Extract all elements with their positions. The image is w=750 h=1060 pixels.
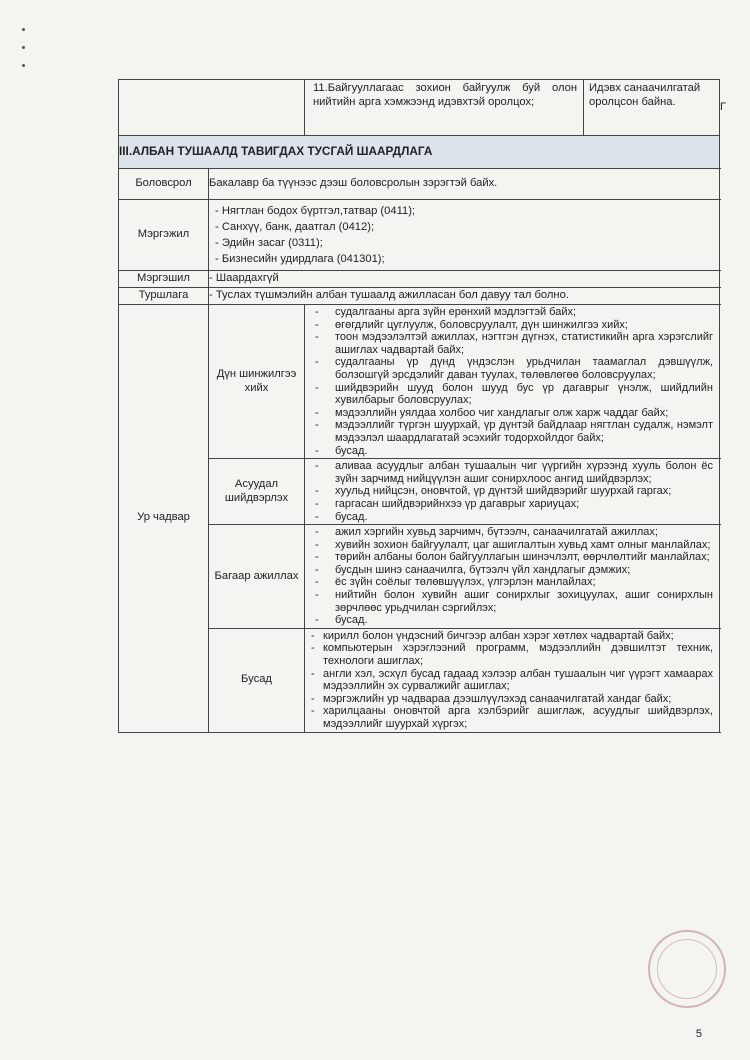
competency-item: - судалгааны үр дүнд үндэслэн урьдчилан таамаглал дэвшүүлж, болзошгүй эрсдэлийг даван туулах, төлөвлөгөө боловсруулах; [309,356,713,381]
competency-item: - тоон мэдээлэлтэй ажиллах, нэгтгэн дүгнэх, статистикийн арга хэрэгслийг ашиглах чадвартай байх; [309,331,713,356]
competency-group-name: Бусад [209,628,305,732]
profession-item: - Санхүү, банк, даатгал (0412); [215,221,375,233]
competency-group-items [305,628,720,732]
profession-item: - Бизнесийн удирдлага (041301); [215,253,385,265]
competency-item: - мэдээллийг түргэн шуурхай, үр дүнтэй байдлаар нягтлан судалж, нэмэлт мэдээлэл шаардлагатай эсэхийг тодорхойлдог байх; [309,419,713,444]
education-row [119,169,720,200]
competency-item: - өгөгдлийг цуглуулж, боловсруулалт, дүн шинжилгээ хийх; [309,319,713,332]
competency-label: Ур чадвар [119,305,209,733]
competency-item: - ёс зүйн соёлыг төлөвшүүлэх, үлгэрлэн манлайлах; [309,576,713,589]
competency-item: - бусад. [309,511,713,524]
competency-group-row [119,525,720,629]
competency-group-items [305,459,720,525]
competency-item: - хуульд нийцсэн, оновчтой, үр дүнтэй шийдвэрийг шуурхай гаргах; [309,485,713,498]
scan-marks [22,28,25,82]
profession-list [209,200,720,271]
experience-row [119,288,720,305]
competency-item: - нийтийн болон хувийн ашиг сонирхлыг зохицуулах, ашиг сонирхлын зөрчлөөс урьдчилан сэргийлэх; [309,589,713,614]
competency-item: - хувийн зохион байгуулалт, цаг ашиглалтын хувьд хамт олныг манлайлах; [309,539,713,552]
competency-group-name: Асуудал шийдвэрлэх [209,459,305,525]
competency-item: - кирилл болон үндэсний бичгээр албан хэрэг хөтлөх чадвартай байх; [309,630,713,643]
competency-group-items [305,305,720,459]
competency-item: - англи хэл, эсхүл бусад гадаад хэлээр албан тушаалын чиг үүрэгт хамаарах мэдээллийн эх сурвалжийг ашиглах; [309,668,713,693]
competency-group-row [119,305,720,459]
competency-group-row [119,628,720,732]
competency-item: - судалгааны арга зүйн ерөнхий мэдлэгтэй байх; [309,306,713,319]
competency-group-items [305,525,720,629]
section-header-row [119,136,720,169]
criteria-row-11: 11.Байгууллагаас зохион байгуулж буй олон нийтийн арга хэмжээнд идэвхтэй оролцох; Идэвх санаачилгатай оролцсон байна. Г [119,80,720,136]
competency-item: - бусдын шинэ санаачилга, бүтээлч үйл хандлагыг дэмжих; [309,564,713,577]
profession-row [119,200,720,271]
profession-item: - Эдийн засаг (0311); [215,237,323,249]
stamp-inner-ring [657,939,717,999]
education-value: Бакалавр ба түүнээс дээш боловсролын зэрэгтэй байх. [209,169,720,200]
empty-cell [119,80,305,136]
competency-item: - компьютерын хэрэглээний программ, мэдээллийн дэвшилтэт техник, технологи ашиглах; [309,642,713,667]
specialization-label: Мэргэшил [119,271,209,288]
competency-item: - бусад. [309,445,713,458]
competency-item: - шийдвэрийн шууд болон шууд бус үр дагаврыг үнэлж, шийдлийн хувилбарыг боловсруулах; [309,382,713,407]
experience-value: - Туслах түшмэлийн албан тушаалд ажилласан бол давуу тал болно. [209,288,720,305]
competency-item: - мэдээллийн уялдаа холбоо чиг хандлагыг олж харж чаддаг байх; [309,407,713,420]
specialization-row [119,271,720,288]
competency-item: - ажил хэргийн хувьд зарчимч, бүтээлч, санаачилгатай ажиллах; [309,526,713,539]
specialization-value: - Шаардахгүй [209,271,720,288]
experience-label: Туршлага [119,288,209,305]
competency-item: - мэргэжлийн ур чадвараа дээшлүүлэхэд санаачилгатай хандаг байх; [309,693,713,706]
education-label: Боловсрол [119,169,209,200]
criteria-evaluation: Идэвх санаачилгатай оролцсон байна. [584,80,720,136]
competency-item: - харилцааны оновчтой арга хэлбэрийг ашиглаж, асуудлыг шийдвэрлэх, мэдээллийг шуурхай хүргэх; [309,705,713,730]
competency-item: - аливаа асуудлыг албан тушаалын чиг үүргийн хүрээнд хууль болон ёс зүйн зарчимд нийцүүлэн ашиг сонирхлоос ангид шийдвэрлэх; [309,460,713,485]
profession-item: - Нягтлан бодох бүртгэл,татвар (0411); [215,205,416,217]
criteria-text: 11.Байгууллагаас зохион байгуулж буй олон нийтийн арга хэмжээнд идэвхтэй оролцох; [305,80,584,136]
requirements-table [118,79,727,733]
competency-item: - бусад. [309,614,713,627]
competency-group-name: Дүн шинжилгээ хийх [209,305,305,459]
page-number: 5 [695,1028,702,1040]
profession-label: Мэргэжил [119,200,209,271]
competency-item: - төрийн албаны болон байгууллагын шинэчлэлт, өөрчлөлтийг манлайлах; [309,551,713,564]
competency-group-row [119,459,720,525]
competency-item: - гаргасан шийдвэрийнхээ үр дагаврыг хариуцах; [309,498,713,511]
official-stamp [648,930,726,1008]
competency-group-name: Багаар ажиллах [209,525,305,629]
section-title: III.АЛБАН ТУШААЛД ТАВИГДАХ ТУСГАЙ ШААРДЛАГА [119,136,720,169]
